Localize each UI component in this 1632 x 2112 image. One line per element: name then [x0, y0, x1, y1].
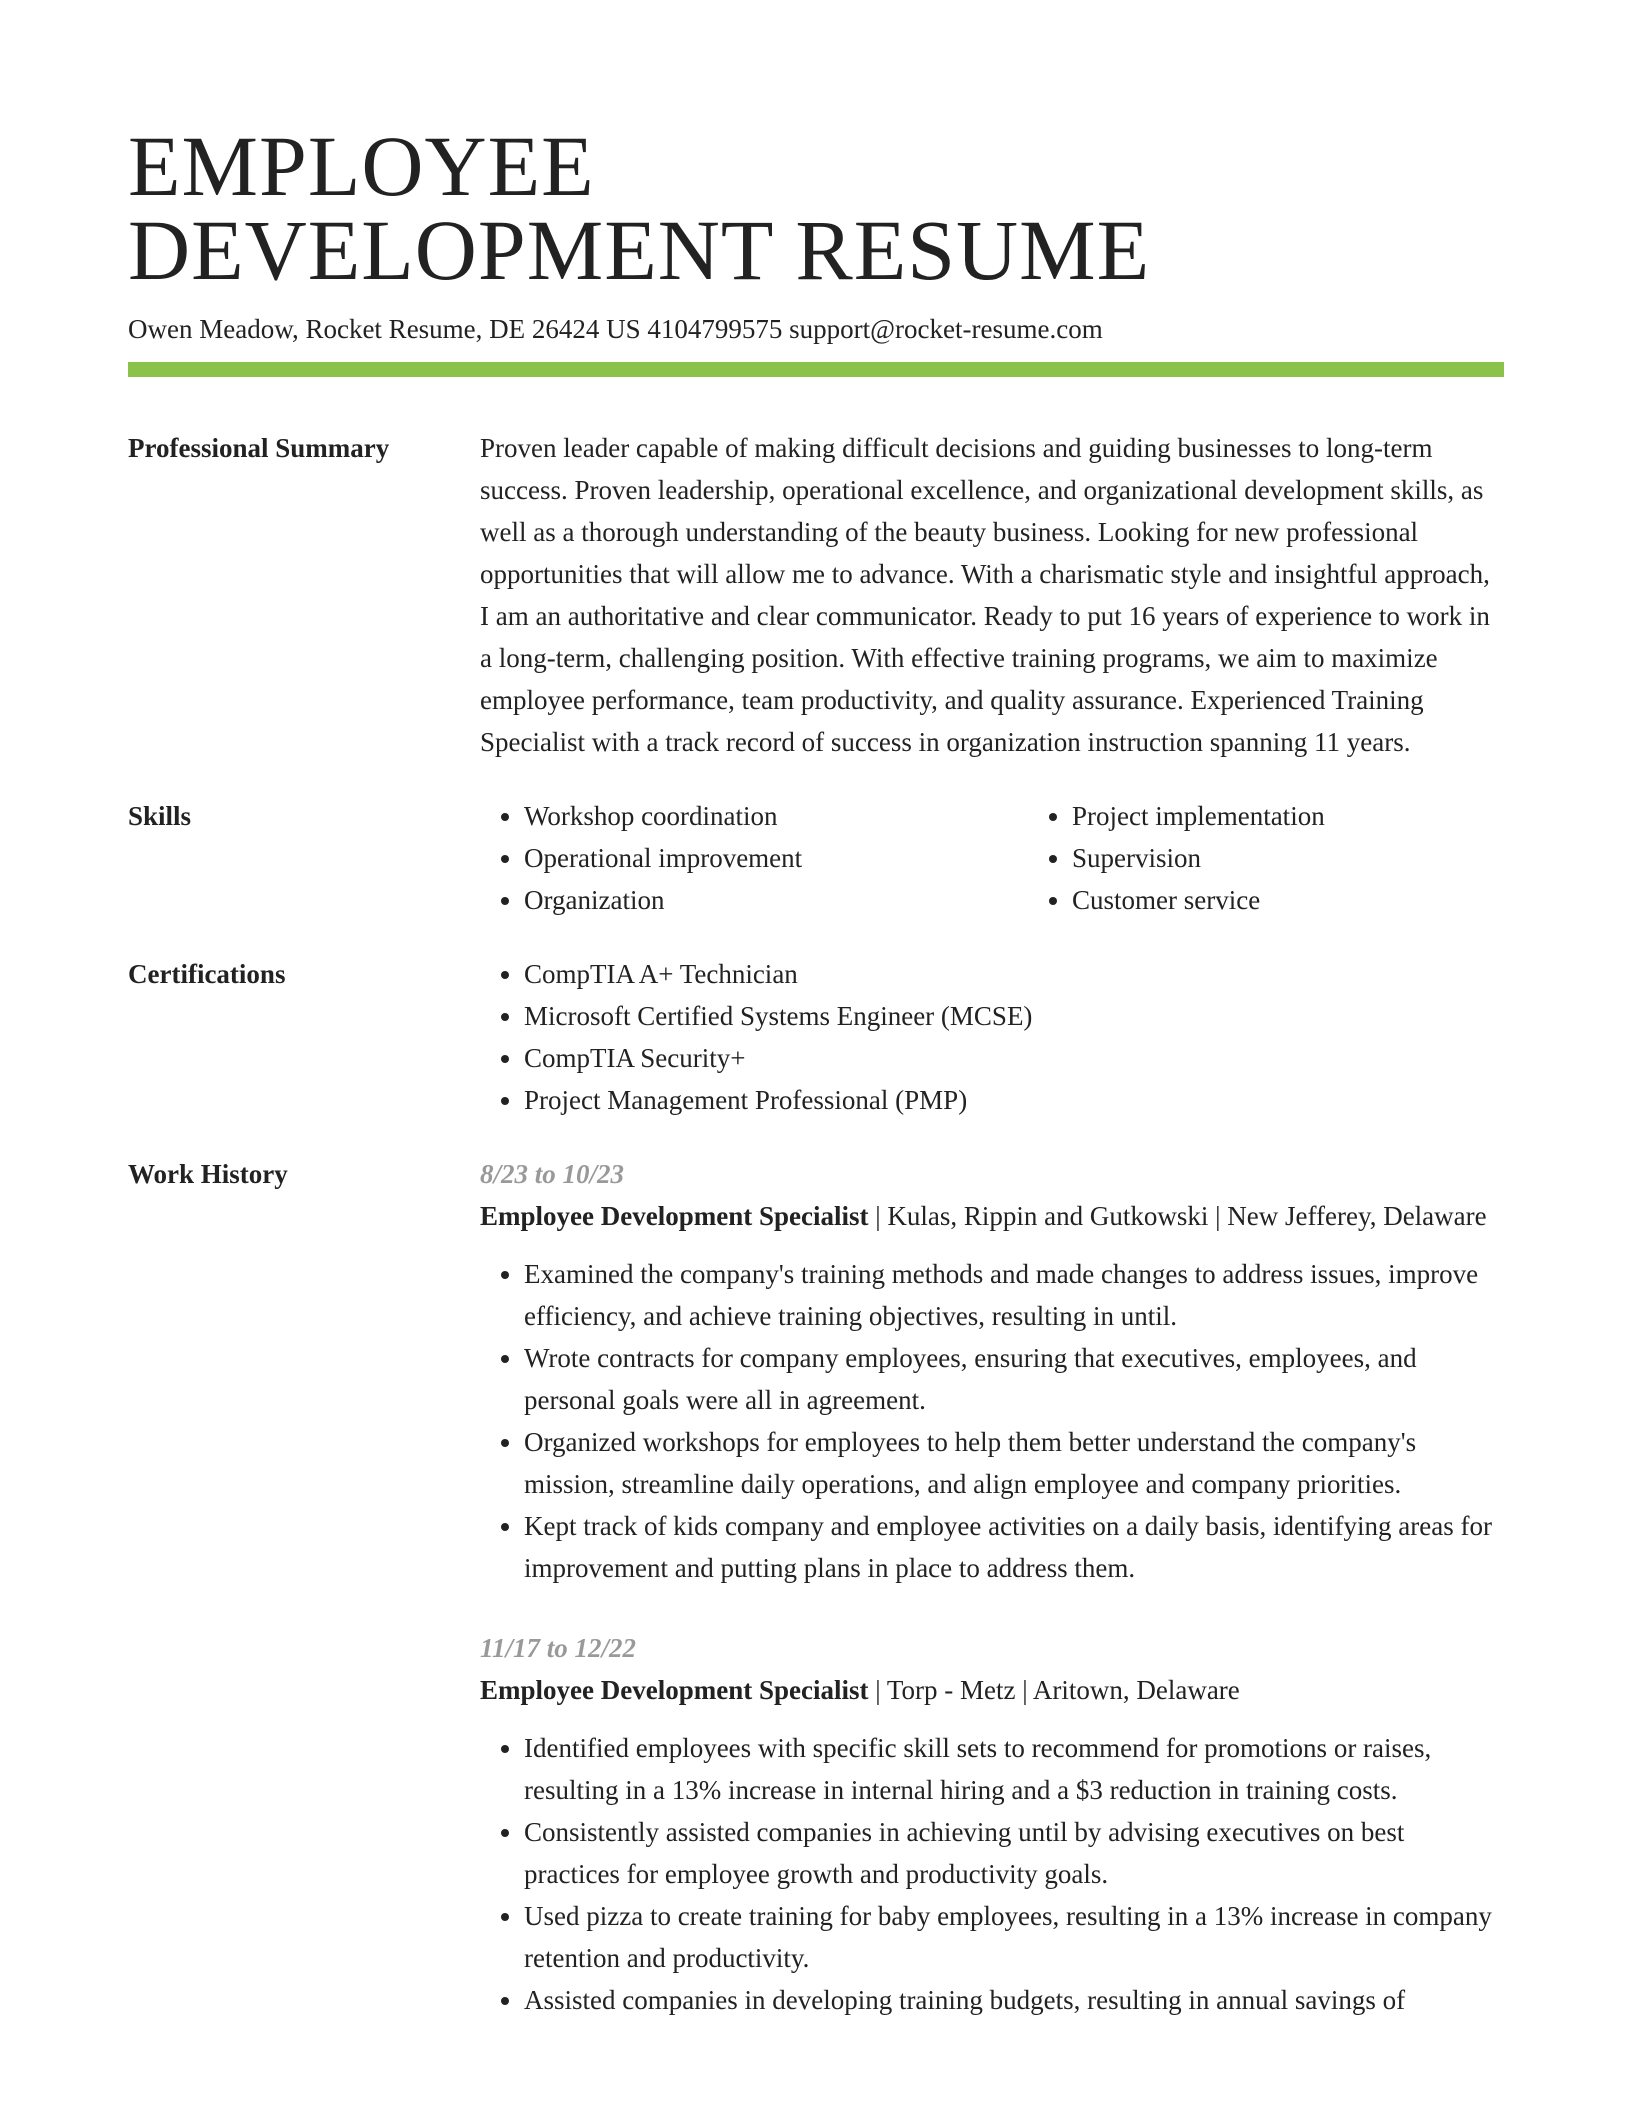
job-bullet: • Consistently assisted companies in achieving until by advising executives on best practices for employee growth and productivity goals. — [524, 1811, 1504, 1895]
certification-item: • CompTIA Security+ — [524, 1037, 1504, 1079]
job-dates: 8/23 to 10/23 — [480, 1159, 625, 1189]
job-bullet: • Examined the company's training methods and made changes to address issues, improve efficiency, and achieve training objectives, resulting in until. — [524, 1253, 1504, 1337]
header-divider — [128, 362, 1504, 377]
job-bullet: • Used pizza to create training for baby employees, resulting in a 13% increase in company retention and productivity. — [524, 1895, 1504, 1979]
skill-item: • Customer service — [1072, 879, 1576, 921]
skill-item: • Organization — [524, 879, 1028, 921]
resume-title-line2: DEVELOPMENT RESUME — [128, 202, 1151, 298]
skills-column-2 — [1028, 795, 1576, 921]
summary-text: Proven leader capable of making difficult decisions and guiding businesses to long-term success. Proven leadership, operational excellence, and organizational development skills, as well as a thorough understanding of the beauty business. Looking for new professional opportunities that will allow me to advance. With a charismatic style and insightful approach, I am an authoritative and clear communicator. Ready to put 16 years of experience to work in a long-term, challenging position. With effective training programs, we aim to maximize employee performance, team productivity, and quality assurance. Experienced Training Specialist with a track record of success in organization instruction spanning 11 years. — [480, 433, 1490, 757]
skill-item: • Operational improvement — [524, 837, 1028, 879]
resume-page — [128, 0, 1504, 2021]
job-title: Employee Development Specialist — [480, 1675, 869, 1705]
job-bullet: • Organized workshops for employees to help them better understand the company's mission, streamline daily operations, and align employee and company priorities. — [524, 1421, 1504, 1505]
skills-section — [128, 795, 1504, 921]
work-history-label: Work History — [128, 1159, 288, 1189]
skill-item: • Project implementation — [1072, 795, 1576, 837]
job-heading — [480, 1669, 1504, 1711]
job-bullets — [480, 1727, 1504, 2021]
job-title: Employee Development Specialist — [480, 1201, 869, 1231]
job-bullet: • Identified employees with specific skill sets to recommend for promotions or raises, resulting in a 13% increase in internal hiring and a $3 reduction in training costs. — [524, 1727, 1504, 1811]
job-details: | Kulas, Rippin and Gutkowski | New Jefferey, Delaware — [868, 1201, 1487, 1231]
job-entry — [480, 1153, 1504, 1589]
resume-title-line1: EMPLOYEE — [128, 118, 595, 214]
job-details: | Torp - Metz | Aritown, Delaware — [868, 1675, 1240, 1705]
skill-item: • Workshop coordination — [524, 795, 1028, 837]
skills-label: Skills — [128, 801, 192, 831]
work-history-section — [128, 1153, 1504, 2021]
job-entry — [480, 1627, 1504, 2021]
summary-label: Professional Summary — [128, 433, 390, 463]
certification-item: • Microsoft Certified Systems Engineer (MCSE) — [524, 995, 1504, 1037]
job-bullet: • Assisted companies in developing training budgets, resulting in annual savings of — [524, 1979, 1504, 2021]
contact-line: Owen Meadow, Rocket Resume, DE 26424 US 4104799575 support@rocket-resume.com — [128, 314, 1103, 344]
skill-item: • Supervision — [1072, 837, 1576, 879]
resume-title — [128, 0, 1504, 298]
job-dates: 11/17 to 12/22 — [480, 1633, 637, 1663]
certifications-section — [128, 953, 1504, 1121]
job-bullet: • Kept track of kids company and employee activities on a daily basis, identifying areas for improvement and putting plans in place to address them. — [524, 1505, 1504, 1589]
job-bullet: • Wrote contracts for company employees, ensuring that executives, employees, and personal goals were all in agreement. — [524, 1337, 1504, 1421]
summary-section — [128, 427, 1504, 763]
certification-item: • CompTIA A+ Technician — [524, 953, 1504, 995]
job-heading — [480, 1195, 1504, 1237]
skills-grid — [480, 795, 1576, 921]
skills-column-1 — [480, 795, 1028, 921]
certifications-label: Certifications — [128, 959, 286, 989]
job-bullets — [480, 1253, 1504, 1589]
certifications-list — [480, 953, 1504, 1121]
certification-item: • Project Management Professional (PMP) — [524, 1079, 1504, 1121]
